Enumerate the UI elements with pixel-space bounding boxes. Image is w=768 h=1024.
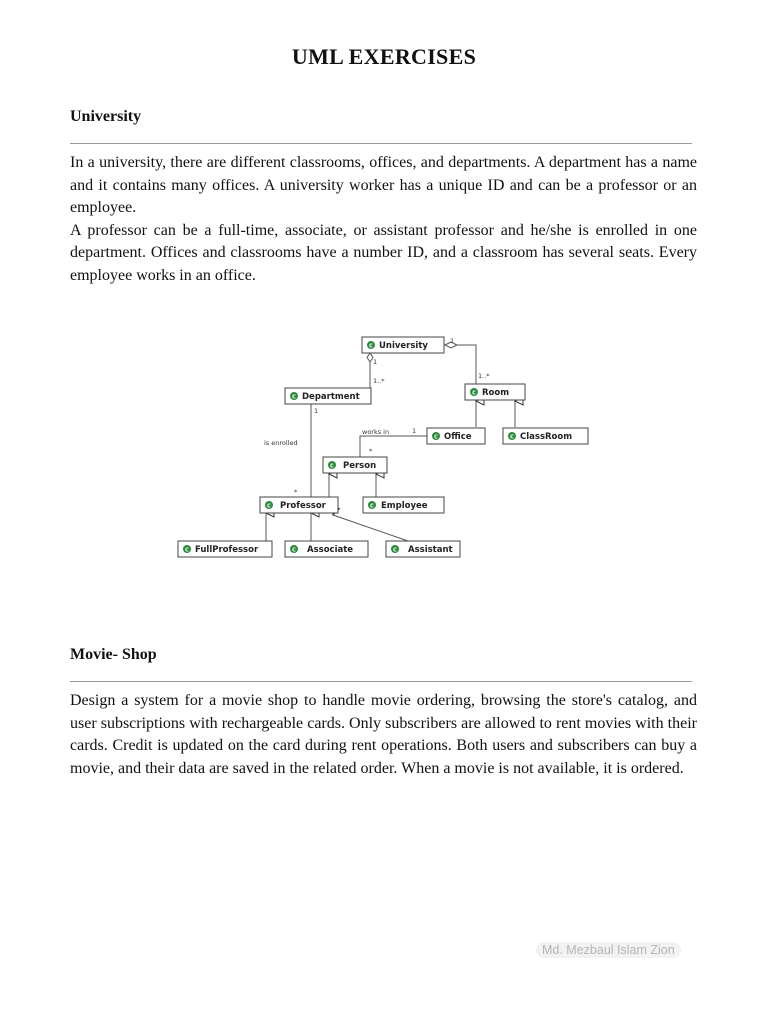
svg-text:C: C <box>185 547 189 554</box>
svg-text:Assistant: Assistant <box>408 545 453 555</box>
section-divider <box>70 681 692 682</box>
multiplicity-label: * <box>369 447 373 455</box>
svg-text:C: C <box>434 434 438 441</box>
class-department <box>285 388 371 404</box>
section-heading-university: University <box>70 108 142 125</box>
class-office <box>427 428 485 444</box>
multiplicity-label: 1 <box>373 358 378 366</box>
svg-text:Office: Office <box>444 432 472 442</box>
svg-text:C: C <box>393 547 397 554</box>
svg-text:C: C <box>330 463 334 470</box>
svg-text:C: C <box>370 503 374 510</box>
assoc-univ-room <box>457 345 476 384</box>
class-assistant <box>386 541 460 557</box>
svg-text:C: C <box>267 503 271 510</box>
class-professor <box>260 497 338 513</box>
document-title: UML EXERCISES <box>291 44 477 69</box>
svg-text:University: University <box>379 341 428 351</box>
section-heading-movie-shop: Movie- Shop <box>70 646 157 663</box>
class-associate <box>285 541 368 557</box>
svg-text:C: C <box>292 547 296 554</box>
class-employee <box>363 497 444 513</box>
class-classroom <box>503 428 588 444</box>
generalization-assistant <box>333 515 408 541</box>
paragraph: A professor can be a full-time, associate, or assistant professor and he/she is enrolled in one department. Offices and classrooms have a number ID, and a classroom has several seats. Every employee works in an office. <box>70 221 697 284</box>
association-label-is-enrolled: is enrolled <box>264 439 298 447</box>
paragraph: In a university, there are different classrooms, offices, and departments. A department has a name and it contains many offices. A university worker has a unique ID and can be a professor or an employee. <box>70 154 697 217</box>
section-body-movie-shop <box>70 690 697 780</box>
svg-text:Person: Person <box>343 461 377 471</box>
multiplicity-label: 1..* <box>373 377 385 385</box>
multiplicity-label: 1 <box>450 337 455 345</box>
svg-text:C: C <box>472 390 476 397</box>
svg-text:Employee: Employee <box>381 501 428 511</box>
multiplicity-label: 1 <box>314 407 319 415</box>
uml-class-diagram <box>170 325 600 570</box>
class-person <box>323 457 387 473</box>
class-room <box>465 384 525 400</box>
section-body-university <box>70 152 697 288</box>
section-divider <box>70 143 692 144</box>
svg-text:C: C <box>510 434 514 441</box>
multiplicity-label: * <box>294 488 298 496</box>
svg-text:Room: Room <box>482 388 510 398</box>
multiplicity-label: 1 <box>412 427 417 435</box>
paragraph: Design a system for a movie shop to handle movie ordering, browsing the store's catalog, and user subscriptions with rechargeable cards. Only subscribers are allowed to rent movies with their cards. Credit is updated on the card during rent operations. Both users and subscribers can buy a movie, and their data are saved in the related order. When a movie is not available, it is ordered. <box>70 692 697 777</box>
svg-text:C: C <box>369 343 373 350</box>
svg-text:ClassRoom: ClassRoom <box>520 432 573 442</box>
svg-text:Professor: Professor <box>280 501 326 511</box>
svg-text:C: C <box>292 394 296 401</box>
svg-text:Department: Department <box>302 392 360 402</box>
svg-text:Associate: Associate <box>307 545 354 555</box>
svg-text:FullProfessor: FullProfessor <box>195 545 259 555</box>
association-label-works-in: works in <box>362 428 390 436</box>
multiplicity-label: 1..* <box>478 372 490 380</box>
class-university <box>362 337 444 353</box>
class-fullprofessor <box>178 541 272 557</box>
author-watermark: Md. Mezbaul Islam Zion <box>536 942 681 958</box>
